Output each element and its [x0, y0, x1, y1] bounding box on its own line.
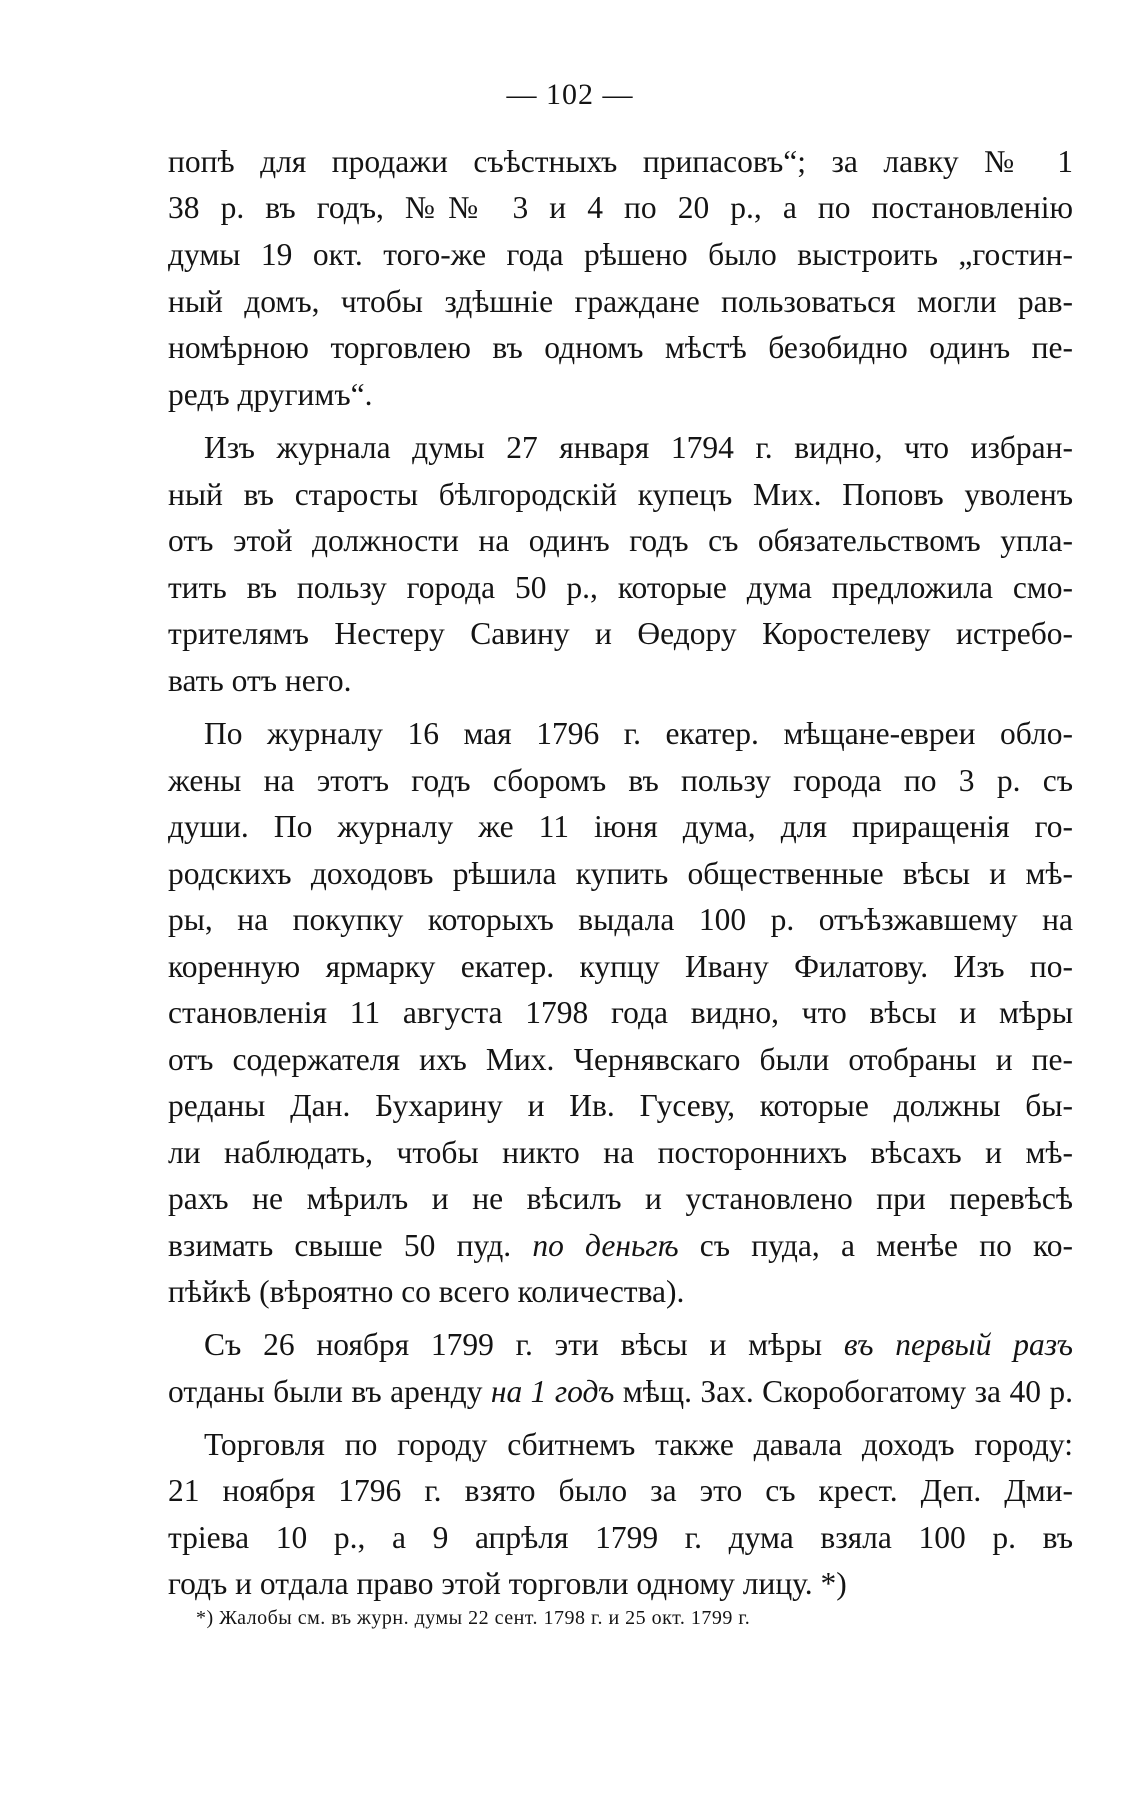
- text-line: реданы Дан. Бухарину и Ив. Гусеву, которые должны бы-: [168, 1088, 1073, 1123]
- text-line: годъ и отдала право этой торговли одному лицу. *): [168, 1566, 847, 1601]
- text-line: коренную ярмарку екатер. купцу Ивану Филатову. Изъ по-: [168, 949, 1073, 984]
- text-line: родскихъ доходовъ рѣшила купить общественные вѣсы и мѣ-: [168, 856, 1073, 891]
- text-line: жены на этотъ годъ сборомъ въ пользу города по 3 р. съ: [168, 763, 1073, 798]
- text-segment: мѣщ. Зах. Скоробогатому за 40 р.: [614, 1374, 1073, 1409]
- text-segment: Съ 26 ноября 1799 г. эти вѣсы и мѣры: [204, 1327, 844, 1362]
- text-line: 21 ноября 1796 г. взято было за это съ крест. Деп. Дми-: [168, 1473, 1073, 1508]
- text-line: души. По журналу же 11 іюня дума, для приращенія го-: [168, 809, 1073, 844]
- text-line: пѣйкѣ (вѣроятно со всего количества).: [168, 1274, 685, 1309]
- text-line-mixed: [168, 1372, 1073, 1412]
- italic-phrase: на 1 годъ: [490, 1374, 615, 1409]
- text-line: ный домъ, чтобы здѣшніе граждане пользоваться могли рав-: [168, 284, 1073, 319]
- text-line: тріева 10 р., а 9 апрѣля 1799 г. дума взяла 100 р. въ: [168, 1520, 1073, 1555]
- text-segment: взимать свыше 50 пуд.: [168, 1228, 533, 1263]
- text-segment: съ пуда, а менѣе по ко-: [678, 1228, 1074, 1263]
- italic-phrase: въ первый разъ: [843, 1327, 1073, 1362]
- text-line: рахъ не мѣрилъ и не вѣсилъ и установлено при перевѣсѣ: [168, 1181, 1073, 1216]
- text-line: ли наблюдать, чтобы никто на постороннихъ вѣсахъ и мѣ-: [168, 1135, 1073, 1170]
- text-line: 38 р. въ годъ, №№ 3 и 4 по 20 р., а по постановленію: [168, 190, 1073, 225]
- text-line-mixed: [168, 1226, 1073, 1266]
- page-number: — 102 —: [506, 78, 634, 111]
- text-line: Изъ журнала думы 27 января 1794 г. видно, что избран-: [204, 430, 1073, 465]
- footnote: *) Жалобы см. въ журн. думы 22 сент. 1798 г. и 25 окт. 1799 г.: [196, 1607, 751, 1629]
- text-line-mixed: [204, 1325, 1073, 1365]
- text-line: становленія 11 августа 1798 года видно, что вѣсы и мѣры: [168, 995, 1073, 1030]
- text-line: попѣ для продажи съѣстныхъ припасовъ“; за лавку № 1: [168, 144, 1073, 179]
- text-line: ры, на покупку которыхъ выдала 100 р. отъѣзжавшему на: [168, 902, 1073, 937]
- italic-phrase: по деньгѣ: [532, 1228, 679, 1263]
- text-line: трителямъ Нестеру Савину и Өедору Коростелеву истребо-: [168, 616, 1073, 651]
- text-line: номѣрною торговлею въ одномъ мѣстѣ безобидно одинъ пе-: [168, 330, 1073, 365]
- text-line: По журналу 16 мая 1796 г. екатер. мѣщане-евреи обло-: [204, 716, 1073, 751]
- text-line: отъ этой должности на одинъ годъ съ обязательствомъ упла-: [168, 523, 1073, 558]
- text-line: тить въ пользу города 50 р., которые дума предложила смо-: [168, 570, 1073, 605]
- text-line: отъ содержателя ихъ Мих. Чернявскаго были отобраны и пе-: [168, 1042, 1073, 1077]
- text-line: вать отъ него.: [168, 663, 352, 698]
- text-line: ный въ старосты бѣлгородскій купецъ Мих. Поповъ уволенъ: [168, 477, 1073, 512]
- text-segment: отданы были въ аренду: [168, 1374, 491, 1409]
- text-line: думы 19 окт. того-же года рѣшено было выстроить „гостин-: [168, 237, 1073, 272]
- text-line: редъ другимъ“.: [168, 377, 373, 412]
- text-line: Торговля по городу сбитнемъ также давала доходъ городу:: [204, 1427, 1073, 1462]
